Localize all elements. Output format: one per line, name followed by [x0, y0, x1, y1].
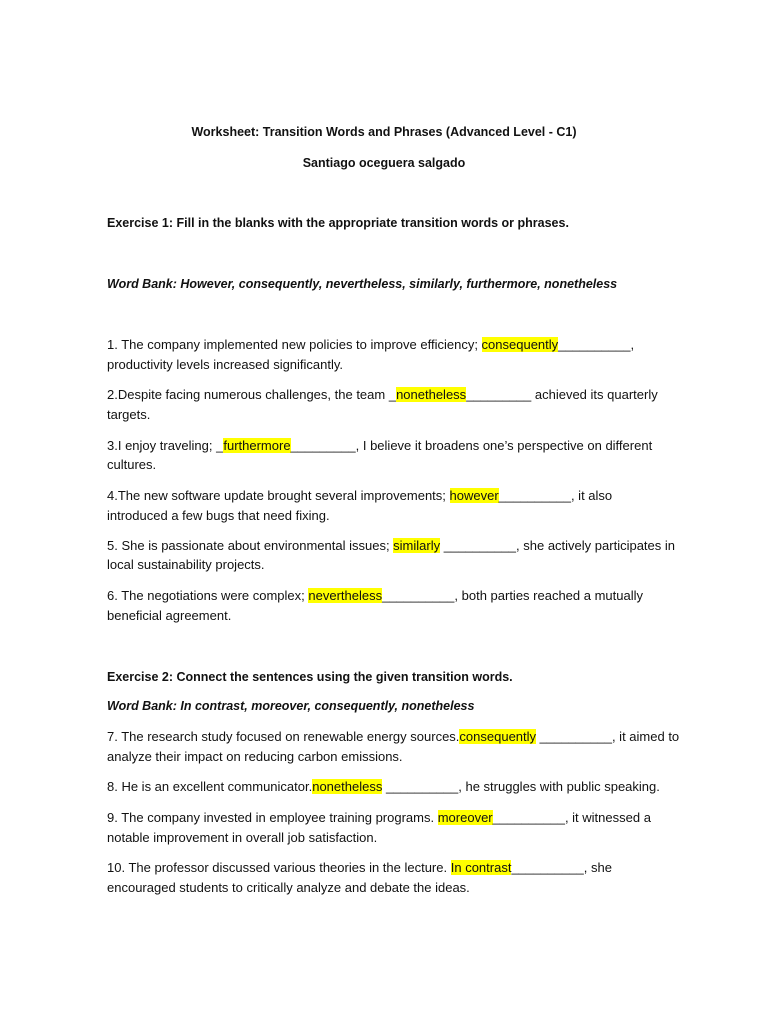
answer-highlight: moreover: [437, 810, 493, 825]
exercise-2-item-8-line-1: [107, 779, 660, 795]
answer-highlight: similarly: [393, 538, 441, 553]
item-text: 9. The company invested in employee training programs.: [107, 810, 438, 825]
answer-highlight: nonetheless: [396, 387, 467, 402]
exercise-1-item-3-line-1: [107, 438, 652, 454]
exercise-1-item-4-line-2: introduced a few bugs that need fixing.: [107, 508, 330, 523]
exercise-2-item-9-line-1: [107, 810, 651, 826]
exercise-1-item-4-line-1: [107, 488, 612, 504]
item-text: 10. The professor discussed various theories in the lecture.: [107, 860, 451, 875]
item-text: 6. The negotiations were complex;: [107, 588, 309, 603]
exercise-1-item-2-line-1: [107, 387, 658, 403]
author-name: Santiago oceguera salgado: [302, 156, 466, 170]
exercise-2-heading: Exercise 2: Connect the sentences using the given transition words.: [107, 670, 513, 684]
exercise-1-item-1-line-2: productivity levels increased significantly.: [107, 357, 344, 372]
item-text: __________,: [558, 337, 635, 352]
exercise-2-item-7-line-1: [107, 729, 679, 745]
exercise-1-item-5-line-2: local sustainability projects.: [107, 557, 265, 572]
exercise-1-item-3-line-2: cultures.: [107, 457, 157, 472]
item-text: 8. He is an excellent communicator.: [107, 779, 313, 794]
answer-highlight: In contrast: [450, 860, 512, 875]
item-text: __________, it aimed to: [536, 729, 680, 744]
exercise-1-item-2-line-2: targets.: [107, 407, 151, 422]
item-text: __________, she: [511, 860, 612, 875]
answer-highlight: consequently: [481, 337, 559, 352]
item-text: _________ achieved its quarterly: [466, 387, 658, 402]
exercise-1-item-5-line-1: [107, 538, 675, 554]
item-text: __________, both parties reached a mutually: [382, 588, 644, 603]
exercise-1-word-bank: Word Bank: However, consequently, nevertheless, similarly, furthermore, nonetheless: [107, 277, 618, 291]
item-text: __________, it also: [498, 488, 613, 503]
answer-highlight: consequently: [459, 729, 537, 744]
item-text: _________, I believe it broadens one’s perspective on different: [290, 438, 653, 453]
item-text: 4.The new software update brought several improvements;: [107, 488, 450, 503]
item-text: 3.I enjoy traveling; _: [107, 438, 224, 453]
exercise-2-item-10-line-2: encouraged students to critically analyze and debate the ideas.: [107, 880, 470, 895]
exercise-2-item-9-line-2: notable improvement in overall job satisfaction.: [107, 830, 378, 845]
answer-highlight: nonetheless: [312, 779, 383, 794]
exercise-2-item-10-line-1: [107, 860, 612, 876]
exercise-1-heading: Exercise 1: Fill in the blanks with the appropriate transition words or phrases.: [107, 216, 569, 230]
item-text: __________, she actively participates in: [440, 538, 676, 553]
exercise-1-item-1-line-1: [107, 337, 634, 353]
item-text: 5. She is passionate about environmental issues;: [107, 538, 394, 553]
item-text: __________, it witnessed a: [492, 810, 651, 825]
answer-highlight: furthermore: [223, 438, 291, 453]
item-text: 2.Despite facing numerous challenges, the team _: [107, 387, 397, 402]
exercise-2-word-bank: Word Bank: In contrast, moreover, consequently, nonetheless: [107, 699, 475, 713]
exercise-1-item-6-line-1: [107, 588, 643, 604]
worksheet-title: Worksheet: Transition Words and Phrases (Advanced Level - C1): [191, 125, 577, 139]
exercise-2-item-7-line-2: analyze their impact on reducing carbon emissions.: [107, 749, 403, 764]
answer-highlight: however: [449, 488, 499, 503]
item-text: 7. The research study focused on renewable energy sources.: [107, 729, 460, 744]
answer-highlight: nevertheless: [308, 588, 383, 603]
item-text: 1. The company implemented new policies to improve efficiency;: [107, 337, 482, 352]
item-text: __________, he struggles with public speaking.: [382, 779, 660, 794]
exercise-1-item-6-line-2: beneficial agreement.: [107, 608, 232, 623]
